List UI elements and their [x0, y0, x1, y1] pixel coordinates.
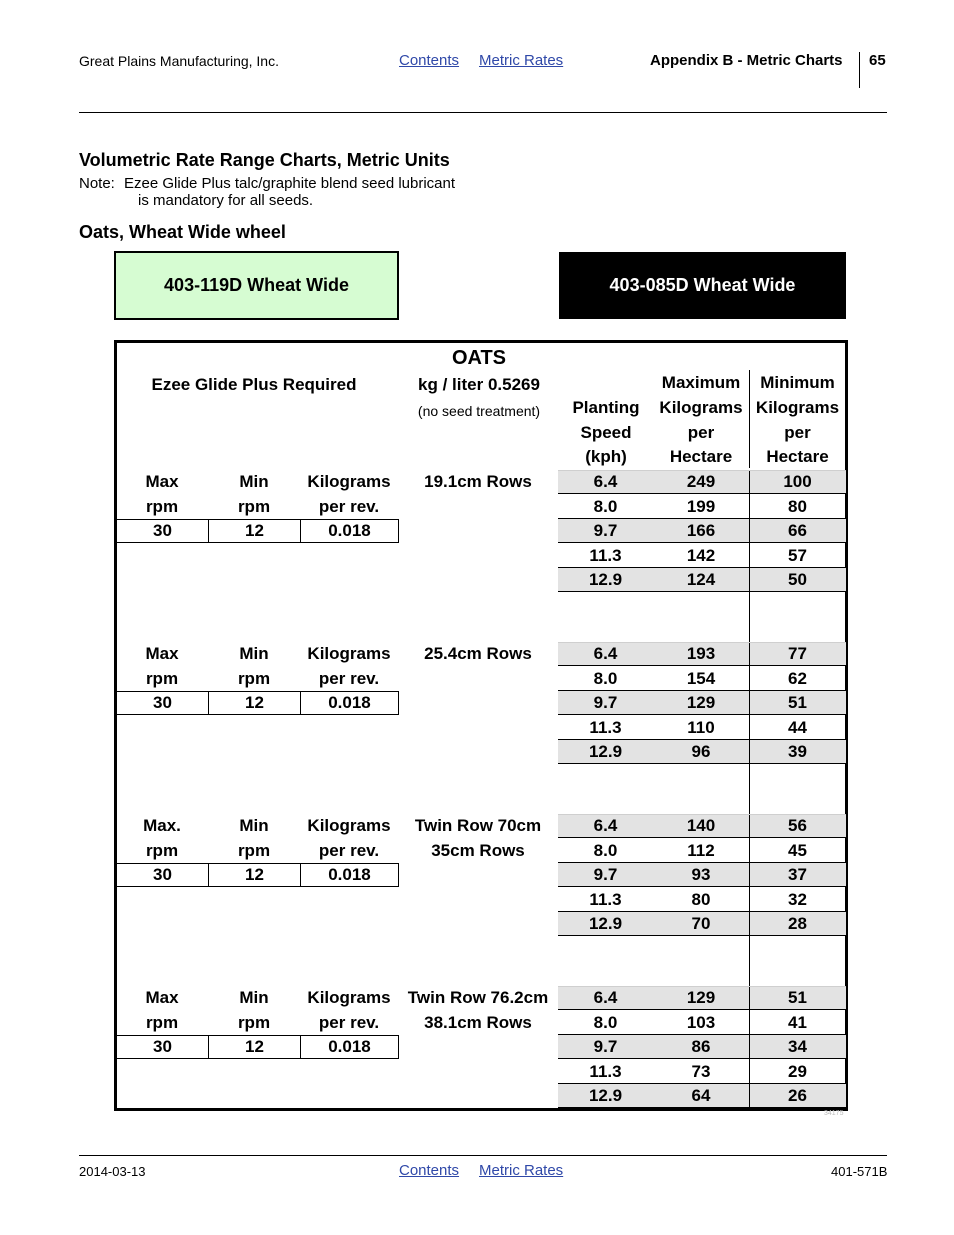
speed-cell: 8.0 — [593, 668, 618, 688]
speed-cell: 8.0 — [593, 496, 618, 516]
max-kg-cell: 154 — [686, 668, 716, 688]
rate-row — [558, 519, 846, 543]
rate-row — [558, 642, 846, 666]
min-rpm-label-unit: rpm — [237, 1013, 271, 1032]
max-rpm-value: 30 — [116, 863, 209, 887]
rate-row — [558, 716, 846, 740]
speed-cell: 8.0 — [593, 840, 618, 860]
rate-row — [558, 814, 846, 838]
meter-left-box: 403-119D Wheat Wide — [114, 251, 399, 320]
col-head-speed-2: Speed — [580, 423, 632, 442]
min-rpm-label-unit: rpm — [237, 669, 271, 688]
kg-rev-value: 0.018 — [300, 1035, 399, 1059]
kg-rev-label: Kilograms — [307, 988, 391, 1007]
max-kg-cell: 86 — [691, 1037, 711, 1056]
section-title: Appendix B - Metric Charts — [650, 52, 843, 69]
page-title: Volumetric Rate Range Charts, Metric Units — [79, 150, 450, 170]
kg-rev-value: 0.018 — [300, 519, 399, 543]
min-kg-cell: 39 — [788, 742, 807, 761]
min-rpm-value: 12 — [208, 863, 301, 887]
min-kg-cell: 80 — [788, 496, 807, 516]
speed-cell: 9.7 — [593, 1037, 618, 1056]
max-kg-cell: 110 — [687, 717, 715, 737]
max-rpm-label-unit: rpm — [145, 669, 179, 688]
rate-row — [558, 691, 846, 715]
max-rpm-value: 30 — [116, 519, 209, 543]
max-kg-cell: 70 — [691, 914, 711, 933]
rate-column-divider — [749, 814, 750, 987]
col-head-max-3: per — [687, 423, 715, 442]
min-kg-cell: 66 — [788, 521, 807, 540]
min-kg-cell: 32 — [788, 889, 807, 909]
rate-column-divider — [749, 470, 750, 643]
speed-cell: 12.9 — [588, 570, 623, 589]
min-rpm-value: 12 — [208, 1035, 301, 1059]
col-head-speed-1: Planting — [572, 398, 640, 417]
footer-rule — [79, 1155, 887, 1156]
max-kg-cell: 80 — [691, 889, 711, 909]
note-label: Note: — [79, 175, 115, 192]
min-rpm-label-unit: rpm — [237, 497, 271, 516]
kg-rev-value: 0.018 — [300, 691, 399, 715]
row-spacing-label: 19.1cm Rows — [424, 472, 532, 491]
crop-title: OATS — [451, 347, 507, 369]
settings-row — [116, 519, 399, 543]
note-line-2: is mandatory for all seeds. — [138, 192, 314, 209]
min-kg-cell: 34 — [788, 1037, 807, 1056]
max-rpm-label: Max — [145, 988, 179, 1007]
rate-column-divider — [749, 986, 750, 1109]
kg-rev-label: Kilograms — [307, 816, 391, 835]
max-kg-cell: 103 — [686, 1012, 716, 1032]
rate-row — [558, 986, 846, 1010]
speed-cell: 11.3 — [589, 1061, 622, 1081]
rate-row — [558, 1035, 846, 1059]
max-rpm-label-unit: rpm — [145, 497, 179, 516]
max-rpm-value: 30 — [116, 691, 209, 715]
col-head-max-2: Kilograms — [659, 398, 743, 417]
min-kg-cell: 28 — [788, 914, 807, 933]
col-head-min-1: Minimum — [760, 373, 835, 392]
min-rpm-label: Min — [239, 472, 269, 491]
max-kg-cell: 142 — [686, 545, 716, 565]
min-rpm-label: Min — [239, 644, 269, 663]
speed-cell: 11.3 — [589, 545, 622, 565]
rate-column-divider — [749, 642, 750, 815]
footer-metric-rates-link[interactable]: Metric Rates — [479, 1162, 564, 1179]
speed-cell: 12.9 — [588, 1086, 623, 1105]
max-kg-cell: 124 — [686, 570, 716, 589]
company-name: Great Plains Manufacturing, Inc. — [79, 53, 279, 69]
rate-row — [558, 667, 846, 691]
rate-row — [558, 1084, 846, 1108]
col-head-min-4: Hectare — [766, 447, 829, 466]
min-kg-cell: 51 — [788, 693, 807, 712]
kg-rev-label-unit: per rev. — [318, 1013, 380, 1032]
min-rpm-label: Min — [239, 816, 269, 835]
speed-cell: 6.4 — [593, 816, 618, 835]
min-rpm-label-unit: rpm — [237, 841, 271, 860]
max-rpm-label: Max. — [143, 816, 181, 835]
rate-block-top — [558, 642, 846, 643]
contents-link[interactable]: Contents — [399, 52, 460, 69]
row-spacing-label: 25.4cm Rows — [424, 644, 532, 663]
settings-row — [116, 863, 399, 887]
col-head-max-1: Maximum — [661, 373, 741, 392]
min-rpm-label: Min — [239, 988, 269, 1007]
col-head-min-3: per — [784, 423, 811, 442]
rate-block-top — [558, 986, 846, 987]
speed-cell: 6.4 — [593, 644, 618, 663]
max-rpm-label: Max — [145, 644, 179, 663]
kg-rev-label: Kilograms — [307, 644, 391, 663]
max-rpm-label: Max — [145, 472, 179, 491]
footer-doc-number: 401-571B — [831, 1164, 888, 1179]
max-kg-cell: 96 — [691, 742, 711, 761]
rate-row — [558, 568, 846, 592]
col-head-speed-3: (kph) — [585, 447, 627, 466]
metric-rates-link[interactable]: Metric Rates — [479, 52, 564, 69]
max-kg-cell: 112 — [687, 840, 715, 860]
page-number: 65 — [869, 52, 886, 69]
min-kg-cell: 41 — [788, 1012, 807, 1032]
header-rule — [79, 112, 887, 113]
min-kg-cell: 57 — [788, 545, 807, 565]
speed-cell: 6.4 — [593, 472, 618, 491]
row-spacing-label: Twin Row 76.2cm — [407, 988, 549, 1007]
ezee-required: Ezee Glide Plus Required — [151, 375, 357, 394]
rate-block-top — [558, 470, 846, 471]
max-kg-cell: 64 — [691, 1086, 711, 1105]
min-kg-cell: 29 — [788, 1061, 807, 1081]
col-head-max-4: Hectare — [669, 447, 733, 466]
row-spacing-label: Twin Row 70cm — [414, 816, 542, 835]
min-kg-cell: 50 — [788, 570, 807, 589]
speed-cell: 11.3 — [589, 717, 622, 737]
max-rpm-label-unit: rpm — [145, 1013, 179, 1032]
rate-row — [558, 544, 846, 568]
kg-rev-label-unit: per rev. — [318, 841, 380, 860]
max-kg-cell: 140 — [686, 816, 716, 835]
subtitle: Oats, Wheat Wide wheel — [79, 222, 286, 242]
rate-row — [558, 470, 846, 494]
speed-cell: 12.9 — [588, 742, 623, 761]
rate-row — [558, 888, 846, 912]
row-spacing-label: 35cm Rows — [431, 841, 525, 860]
min-kg-cell: 100 — [783, 472, 812, 491]
min-kg-cell: 26 — [788, 1086, 807, 1105]
header-divider — [859, 52, 860, 88]
max-kg-cell: 249 — [686, 472, 716, 491]
note-line-1: Ezee Glide Plus talc/graphite blend seed lubricant — [124, 175, 456, 192]
min-kg-cell: 51 — [788, 988, 807, 1007]
row-spacing-label: 38.1cm Rows — [424, 1013, 532, 1032]
min-kg-cell: 37 — [788, 865, 807, 884]
max-kg-cell: 73 — [691, 1061, 711, 1081]
rate-row — [558, 1060, 846, 1084]
max-kg-cell: 129 — [686, 693, 716, 712]
kg-rev-label-unit: per rev. — [318, 669, 380, 688]
min-kg-cell: 44 — [788, 717, 807, 737]
rate-row — [558, 495, 846, 519]
speed-cell: 6.4 — [593, 988, 618, 1007]
min-rpm-value: 12 — [208, 691, 301, 715]
max-rpm-value: 30 — [116, 1035, 209, 1059]
speed-cell: 9.7 — [593, 865, 618, 884]
footer-contents-link[interactable]: Contents — [399, 1162, 460, 1179]
min-kg-cell: 45 — [788, 840, 807, 860]
rate-block-top — [558, 814, 846, 815]
speed-cell: 8.0 — [593, 1012, 618, 1032]
speed-cell: 9.7 — [593, 693, 618, 712]
rate-row — [558, 740, 846, 764]
min-kg-cell: 62 — [788, 668, 807, 688]
min-kg-cell: 56 — [788, 816, 807, 835]
max-kg-cell: 93 — [691, 865, 711, 884]
settings-row — [116, 1035, 399, 1059]
min-rpm-value: 12 — [208, 519, 301, 543]
speed-cell: 9.7 — [593, 521, 618, 540]
max-rpm-label-unit: rpm — [145, 841, 179, 860]
max-kg-cell: 166 — [686, 521, 716, 540]
settings-row — [116, 691, 399, 715]
kg-rev-value: 0.018 — [300, 863, 399, 887]
figure-id: 34175 — [824, 1110, 844, 1117]
rate-row — [558, 839, 846, 863]
rate-row — [558, 1011, 846, 1035]
col-head-min-2: Kilograms — [755, 398, 840, 417]
kg-rev-label-unit: per rev. — [318, 497, 380, 516]
max-kg-cell: 199 — [686, 496, 716, 516]
density-label: kg / liter 0.5269 — [418, 375, 540, 394]
footer-date: 2014-03-13 — [79, 1164, 146, 1179]
rate-row — [558, 863, 846, 887]
meter-right-box: 403-085D Wheat Wide — [559, 252, 846, 319]
min-kg-cell: 77 — [788, 644, 807, 663]
max-kg-cell: 193 — [686, 644, 716, 663]
kg-rev-label: Kilograms — [307, 472, 391, 491]
speed-cell: 12.9 — [588, 914, 623, 933]
max-kg-cell: 129 — [686, 988, 716, 1007]
treatment-label: (no seed treatment) — [417, 403, 541, 419]
rate-row — [558, 912, 846, 936]
speed-cell: 11.3 — [589, 889, 622, 909]
